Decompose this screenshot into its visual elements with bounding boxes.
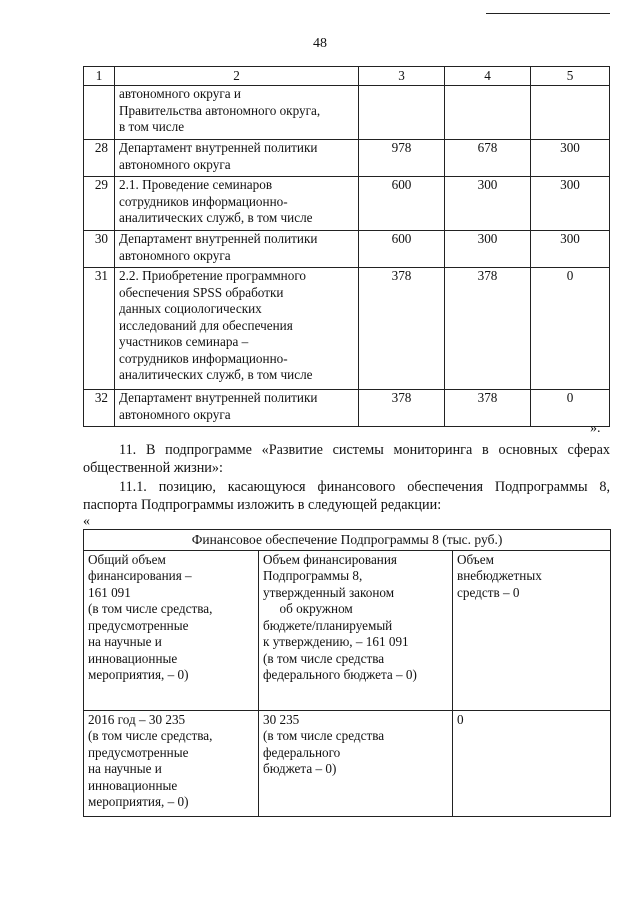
row-number-cell: 31 bbox=[84, 268, 115, 390]
description-cell: Департамент внутренней политики автономного округа bbox=[115, 140, 359, 177]
row-number-cell: 32 bbox=[84, 390, 115, 427]
value-cell bbox=[359, 86, 445, 140]
row-number-cell: 30 bbox=[84, 231, 115, 268]
value-cell: 678 bbox=[445, 140, 531, 177]
value-cell: 300 bbox=[531, 231, 610, 268]
page-number: 48 bbox=[313, 36, 327, 51]
value-cell: 0 bbox=[531, 390, 610, 427]
column-header: 4 bbox=[445, 67, 531, 86]
value-cell bbox=[445, 86, 531, 140]
opening-quote: « bbox=[83, 514, 90, 529]
value-cell: 300 bbox=[531, 177, 610, 231]
financing-table bbox=[83, 529, 611, 817]
row-number-cell: 29 bbox=[84, 177, 115, 231]
column-header: 3 bbox=[359, 67, 445, 86]
table-row bbox=[84, 177, 610, 231]
value-cell: 378 bbox=[359, 390, 445, 427]
value-cell: 300 bbox=[445, 231, 531, 268]
value-cell: 600 bbox=[359, 231, 445, 268]
year-2016-cell: 2016 год – 30 235 (в том числе средства, предусмотренные на научные и инновационные мероприятия, – 0) bbox=[84, 710, 259, 816]
table-title: Финансовое обеспечение Подпрограммы 8 (тыс. руб.) bbox=[84, 530, 611, 551]
description-cell: Департамент внутренней политики автономного округа bbox=[115, 390, 359, 427]
table-row bbox=[84, 268, 610, 390]
description-cell: 2.1. Проведение семинаров сотрудников информационно- аналитических служб, в том числе bbox=[115, 177, 359, 231]
column-header: 5 bbox=[531, 67, 610, 86]
row-number-cell bbox=[84, 86, 115, 140]
table-header-row bbox=[84, 67, 610, 86]
extra-budget-cell: Объем внебюджетных средств – 0 bbox=[453, 550, 611, 710]
column-header: 1 bbox=[84, 67, 115, 86]
value-cell: 978 bbox=[359, 140, 445, 177]
total-financing-cell: Общий объем финансирования – 161 091 (в том числе средства, предусмотренные на научные и инновационные мероприятия, – 0) bbox=[84, 550, 259, 710]
value-cell: 378 bbox=[445, 268, 531, 390]
description-cell: Департамент внутренней политики автономного округа bbox=[115, 231, 359, 268]
header-rule bbox=[486, 13, 610, 14]
description-cell: автономного округа и Правительства автономного округа, в том числе bbox=[115, 86, 359, 140]
table-row bbox=[84, 550, 611, 710]
value-cell: 600 bbox=[359, 177, 445, 231]
subprogram-financing-cell: Объем финансирования Подпрограммы 8, утвержденный законом об окружном бюджете/планируемый к утверждению, – 161 091 (в том числе средства федерального бюджета – 0) bbox=[259, 550, 453, 710]
description-cell: 2.2. Приобретение программного обеспечения SPSS обработки данных социологических исследований для обеспечения участников семинара – сотрудников информационно- аналитических служб, в том числе bbox=[115, 268, 359, 390]
value-cell: 300 bbox=[531, 140, 610, 177]
budget-table bbox=[83, 66, 610, 427]
value-cell: 378 bbox=[445, 390, 531, 427]
value-cell: 0 bbox=[531, 268, 610, 390]
table-row bbox=[84, 231, 610, 268]
paragraph-section-11-1: 11.1. позицию, касающуюся финансового обеспечения Подпрограммы 8, паспорта Подпрограммы изложить в следующей редакции: bbox=[83, 479, 610, 513]
paragraph-section-11: 11. В подпрограмме «Развитие системы мониторинга в основных сферах общественной жизни»: bbox=[83, 442, 610, 476]
table-row bbox=[84, 710, 611, 816]
table-title-row bbox=[84, 530, 611, 551]
row-number-cell: 28 bbox=[84, 140, 115, 177]
value-cell: 300 bbox=[445, 177, 531, 231]
table-row bbox=[84, 140, 610, 177]
table-row bbox=[84, 390, 610, 427]
closing-quote: ». bbox=[590, 421, 601, 436]
value-cell: 378 bbox=[359, 268, 445, 390]
column-header: 2 bbox=[115, 67, 359, 86]
value-cell bbox=[531, 86, 610, 140]
year-2016-extra-budget-cell: 0 bbox=[453, 710, 611, 816]
year-2016-subprogram-cell: 30 235 (в том числе средства федерального бюджета – 0) bbox=[259, 710, 453, 816]
table-row bbox=[84, 86, 610, 140]
